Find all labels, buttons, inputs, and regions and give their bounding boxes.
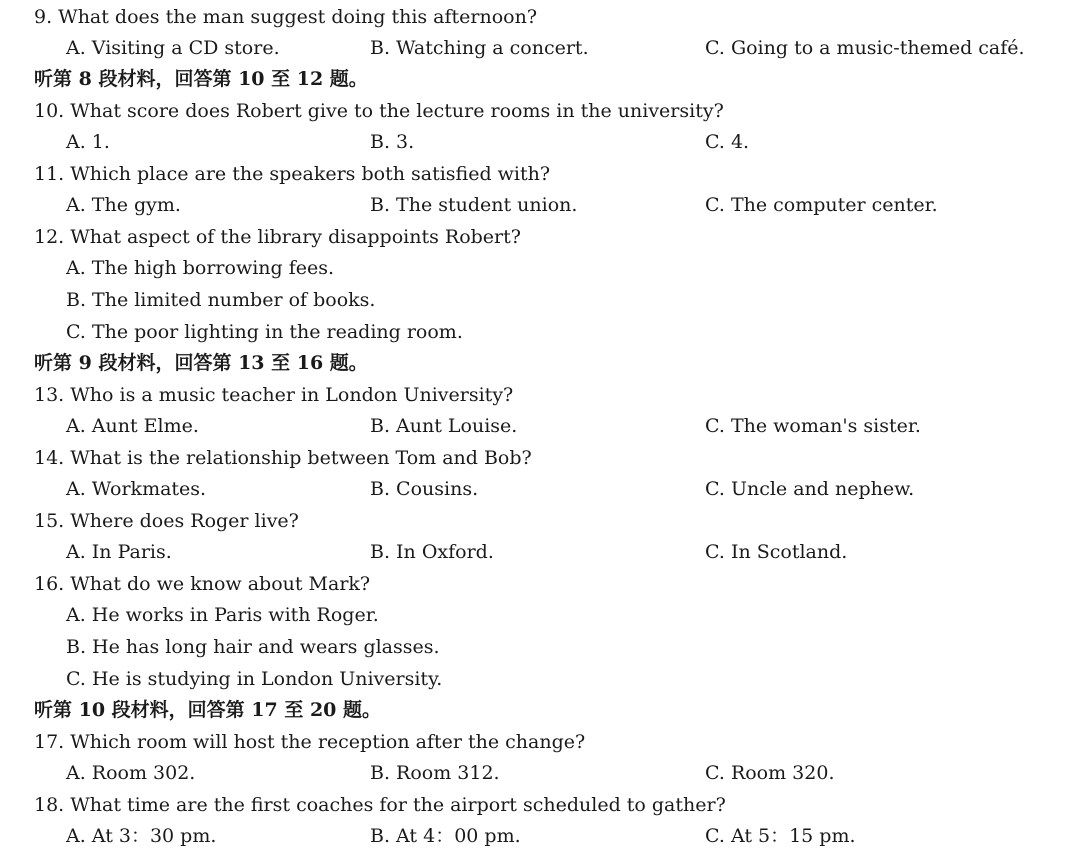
question-10: 10. What score does Robert give to the lecture rooms in the university? bbox=[34, 100, 724, 122]
option-b: B. In Oxford. bbox=[370, 541, 494, 563]
option-a: A. Workmates. bbox=[66, 478, 207, 500]
option-c: C. The poor lighting in the reading room. bbox=[66, 321, 463, 343]
option-a: A. He works in Paris with Roger. bbox=[66, 604, 379, 626]
option-c: C. In Scotland. bbox=[705, 541, 848, 563]
option-b: B. 3. bbox=[370, 131, 415, 153]
option-c: C. The woman's sister. bbox=[705, 415, 921, 437]
option-c: C. He is studying in London University. bbox=[66, 668, 443, 690]
option-b: B. At 4：00 pm. bbox=[370, 825, 521, 847]
option-b: B. Watching a concert. bbox=[370, 37, 589, 59]
option-a: A. The high borrowing fees. bbox=[66, 257, 335, 279]
option-b: B. Room 312. bbox=[370, 762, 500, 784]
option-a: A. At 3：30 pm. bbox=[66, 825, 217, 847]
option-a: A. The gym. bbox=[66, 194, 181, 216]
option-c: C. Going to a music-themed café. bbox=[705, 37, 1025, 59]
option-c: C. The computer center. bbox=[705, 194, 938, 216]
option-c: C. At 5：15 pm. bbox=[705, 825, 856, 847]
question-11: 11. Which place are the speakers both satisfied with? bbox=[34, 163, 551, 185]
option-a: A. Aunt Elme. bbox=[66, 415, 199, 437]
question-13: 13. Who is a music teacher in London University? bbox=[34, 384, 514, 406]
option-b: B. The student union. bbox=[370, 194, 578, 216]
question-17: 17. Which room will host the reception after the change? bbox=[34, 731, 586, 753]
option-c: C. Room 320. bbox=[705, 762, 835, 784]
question-14: 14. What is the relationship between Tom and Bob? bbox=[34, 447, 532, 469]
option-c: C. Uncle and nephew. bbox=[705, 478, 915, 500]
question-18: 18. What time are the first coaches for the airport scheduled to gather? bbox=[34, 794, 726, 816]
question-12: 12. What aspect of the library disappoints Robert? bbox=[34, 226, 521, 248]
section-heading: 听第 10 段材料，回答第 17 至 20 题。 bbox=[34, 699, 382, 721]
option-b: B. He has long hair and wears glasses. bbox=[66, 636, 440, 658]
option-a: A. In Paris. bbox=[66, 541, 172, 563]
section-heading: 听第 8 段材料，回答第 10 至 12 题。 bbox=[34, 68, 368, 90]
option-b: B. Cousins. bbox=[370, 478, 479, 500]
option-a: A. Visiting a CD store. bbox=[66, 37, 280, 59]
option-c: C. 4. bbox=[705, 131, 750, 153]
question-15: 15. Where does Roger live? bbox=[34, 510, 299, 532]
option-a: A. Room 302. bbox=[66, 762, 196, 784]
section-heading: 听第 9 段材料，回答第 13 至 16 题。 bbox=[34, 352, 368, 374]
option-b: B. Aunt Louise. bbox=[370, 415, 518, 437]
option-b: B. The limited number of books. bbox=[66, 289, 376, 311]
question-9: 9. What does the man suggest doing this afternoon? bbox=[34, 6, 538, 28]
question-16: 16. What do we know about Mark? bbox=[34, 573, 371, 595]
option-a: A. 1. bbox=[66, 131, 110, 153]
